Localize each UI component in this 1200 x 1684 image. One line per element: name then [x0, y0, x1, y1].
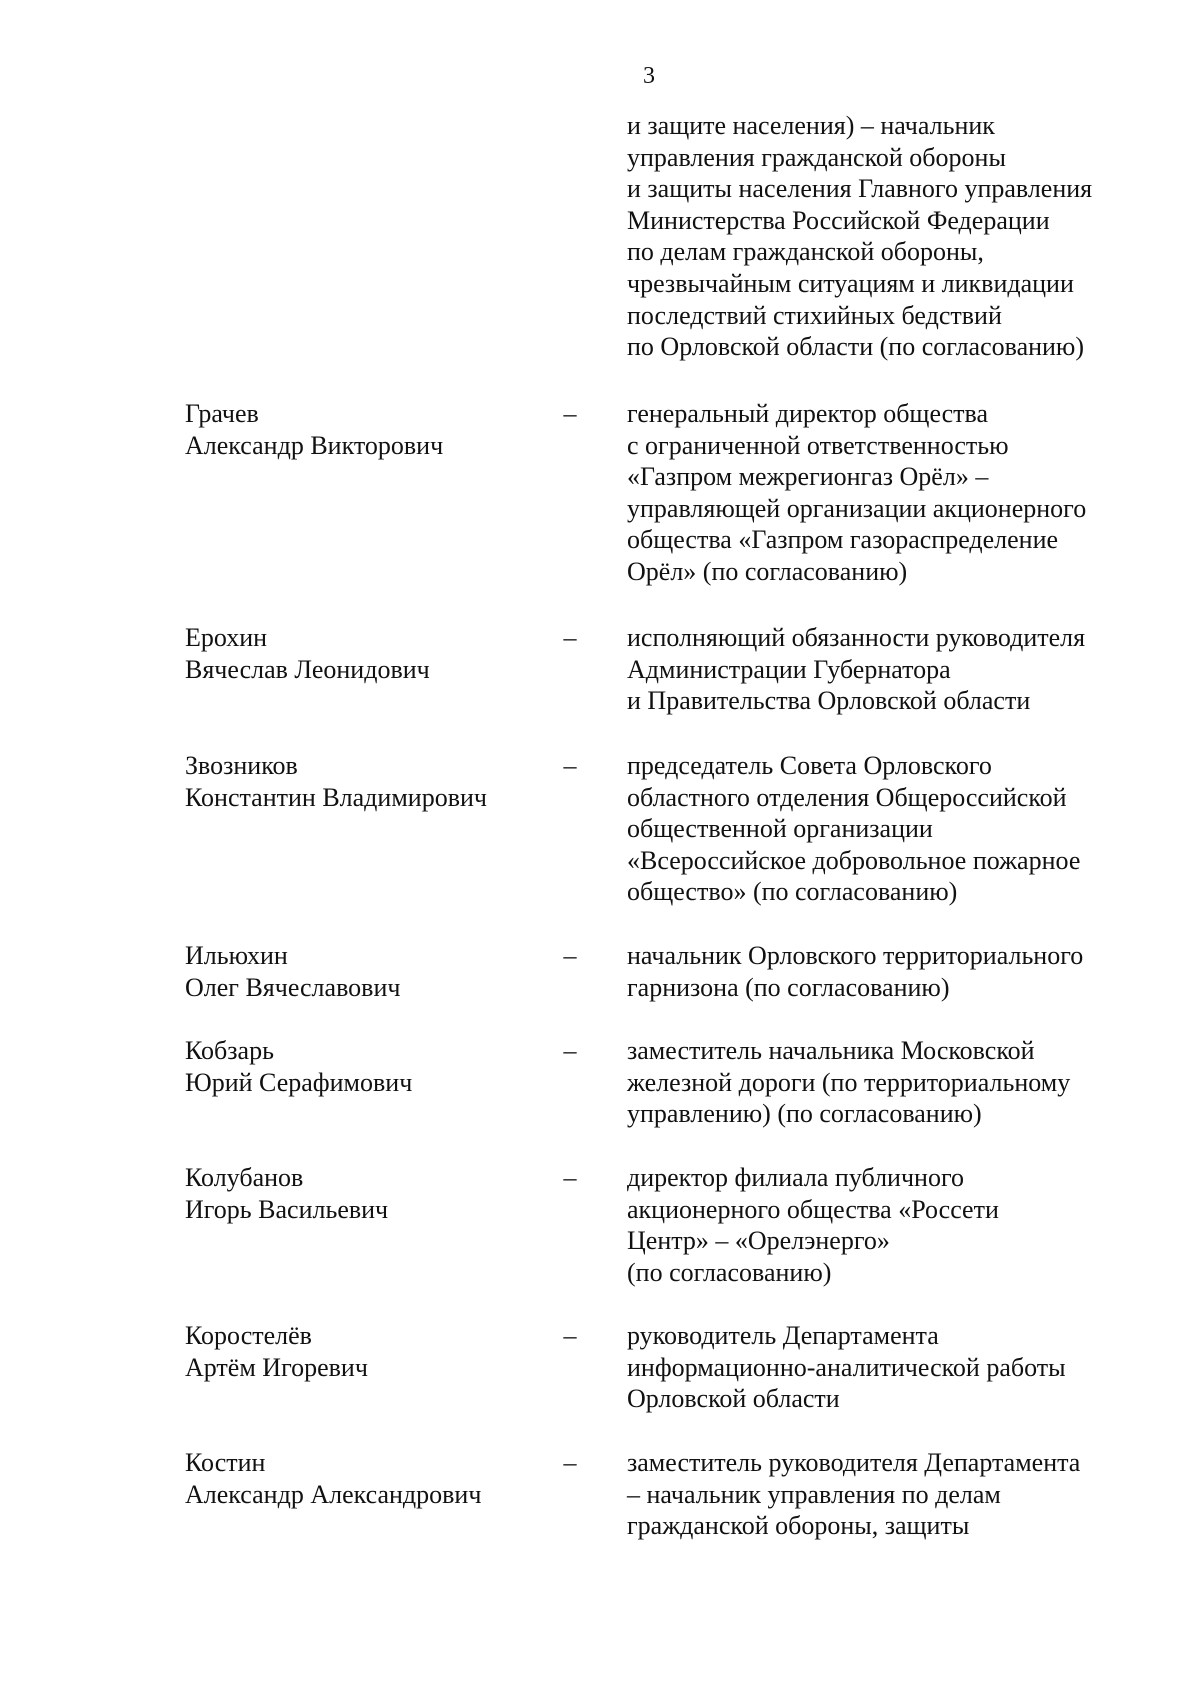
member-name	[185, 750, 487, 813]
role-line: с ограниченной ответственностью	[627, 430, 1009, 460]
member-dash: –	[563, 1321, 577, 1350]
role-line: «Газпром межрегионгаз Орёл» –	[627, 462, 989, 492]
role-line: управлению) (по согласованию)	[627, 1099, 982, 1129]
continuation-line: по делам гражданской обороны,	[627, 237, 984, 267]
continuation-line: и защите населения) – начальник	[627, 111, 995, 140]
member-name	[185, 1035, 412, 1098]
member-given-names: Вячеслав Леонидович	[185, 654, 430, 684]
role-line: Орёл» (по согласованию)	[627, 556, 908, 586]
role-line: железной дороги (по территориальному	[627, 1067, 1071, 1097]
member-role	[627, 750, 1080, 908]
member-dash: –	[563, 1036, 577, 1065]
member-dash: –	[563, 751, 577, 780]
role-line: управляющей организации акционерного	[627, 493, 1087, 523]
continuation-line: чрезвычайным ситуациям и ликвидации	[627, 268, 1074, 298]
role-line: общество» (по согласованию)	[627, 877, 958, 907]
role-line: общества «Газпром газораспределение	[627, 525, 1059, 555]
member-surname: Грачев	[185, 399, 259, 428]
previous-entry-continuation	[627, 110, 1092, 363]
member-dash: –	[563, 399, 577, 428]
member-name	[185, 398, 443, 461]
page-number: 3	[643, 63, 655, 89]
role-line: заместитель начальника Московской	[627, 1036, 1035, 1065]
member-name	[185, 940, 400, 1003]
member-given-names: Олег Вячеславович	[185, 972, 401, 1002]
continuation-line: и защиты населения Главного управления	[627, 174, 1093, 204]
role-line: гарнизона (по согласованию)	[627, 972, 950, 1002]
role-line: общественной организации	[627, 814, 933, 844]
continuation-line: последствий стихийных бедствий	[627, 300, 1002, 330]
role-line: руководитель Департамента	[627, 1321, 939, 1350]
member-surname: Ерохин	[185, 623, 268, 652]
role-line: директор филиала публичного	[627, 1163, 964, 1192]
member-given-names: Игорь Васильевич	[185, 1194, 389, 1224]
member-role	[627, 1035, 1070, 1130]
role-line: Центр» – «Орелэнерго»	[627, 1226, 890, 1256]
member-surname: Коростелёв	[185, 1321, 312, 1350]
role-line: информационно-аналитической работы	[627, 1352, 1066, 1382]
member-role	[627, 622, 1085, 717]
role-line: начальник Орловского территориального	[627, 941, 1084, 970]
member-surname: Колубанов	[185, 1163, 304, 1192]
role-line: гражданской обороны, защиты	[627, 1511, 970, 1541]
member-name	[185, 1447, 481, 1510]
role-line: Орловской области	[627, 1384, 840, 1414]
member-role	[627, 940, 1083, 1003]
member-surname: Кобзарь	[185, 1036, 274, 1065]
member-dash: –	[563, 1163, 577, 1192]
member-dash: –	[563, 941, 577, 970]
member-given-names: Александр Александрович	[185, 1479, 482, 1509]
member-role	[627, 398, 1086, 588]
role-line: Администрации Губернатора	[627, 654, 951, 684]
role-line: «Всероссийское добровольное пожарное	[627, 845, 1081, 875]
member-dash: –	[563, 623, 577, 652]
role-line: исполняющий обязанности руководителя	[627, 623, 1086, 652]
member-surname: Ильюхин	[185, 941, 288, 970]
continuation-line: управления гражданской обороны	[627, 142, 1006, 172]
role-line: акционерного общества «Россети	[627, 1194, 999, 1224]
role-line: и Правительства Орловской области	[627, 686, 1031, 716]
member-name	[185, 1320, 368, 1383]
role-line: председатель Совета Орловского	[627, 751, 992, 780]
member-given-names: Александр Викторович	[185, 430, 444, 460]
member-name	[185, 1162, 388, 1225]
role-line: генеральный директор общества	[627, 399, 989, 428]
role-line: областного отделения Общероссийской	[627, 782, 1067, 812]
continuation-line: Министерства Российской Федерации	[627, 205, 1050, 235]
member-given-names: Юрий Серафимович	[185, 1067, 413, 1097]
continuation-line: по Орловской области (по согласованию)	[627, 332, 1085, 362]
member-role	[627, 1447, 1080, 1542]
member-surname: Костин	[185, 1448, 266, 1477]
role-line: заместитель руководителя Департамента	[627, 1448, 1081, 1477]
member-given-names: Константин Владимирович	[185, 782, 487, 812]
role-line: – начальник управления по делам	[627, 1479, 1001, 1509]
member-role	[627, 1162, 999, 1288]
member-name	[185, 622, 430, 685]
role-line: (по согласованию)	[627, 1257, 832, 1287]
member-dash: –	[563, 1448, 577, 1477]
member-given-names: Артём Игоревич	[185, 1352, 368, 1382]
member-role	[627, 1320, 1066, 1415]
member-surname: Звозников	[185, 751, 298, 780]
